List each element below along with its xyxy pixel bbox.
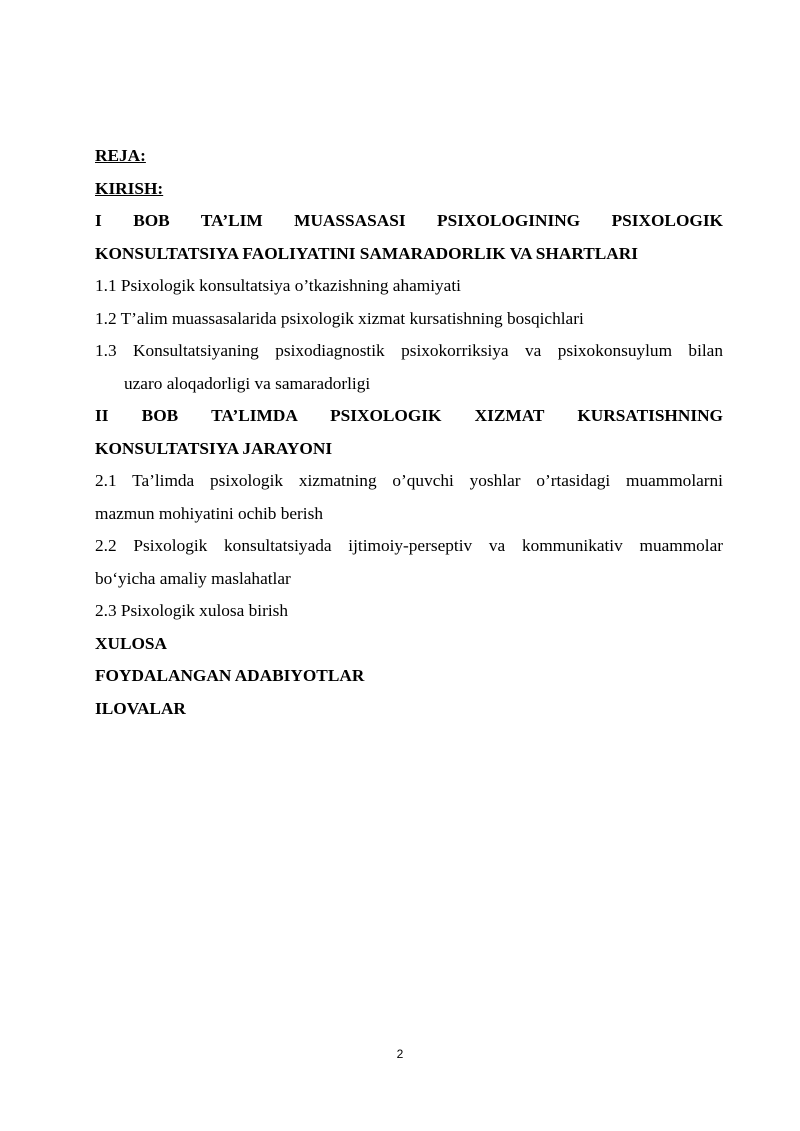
section-1-3-line1: 1.3 Konsultatsiyaning psixodiagnostik psixokorriksiya va psixokonsuylum bilan	[95, 341, 723, 360]
section-1-3-line2: uzaro aloqadorligi va samaradorligi	[124, 373, 371, 393]
xulosa-heading: XULOSA	[95, 633, 168, 653]
kirish-heading: KIRISH:	[95, 178, 164, 198]
table-of-contents	[95, 140, 723, 725]
section-2-2-line2: bo‘yicha amaliy maslahatlar	[95, 568, 291, 588]
section-1-2: 1.2 T’alim muassasalarida psixologik xizmat kursatishning bosqichlari	[95, 308, 584, 328]
page-number: 2	[396, 1047, 404, 1061]
section-2-3: 2.3 Psixologik xulosa birish	[95, 601, 288, 620]
chapter1-title-line1: I BOB TA’LIM MUASSASASI PSIXOLOGINING PSIXOLOGIK	[95, 211, 723, 230]
section-1-1: 1.1 Psixologik konsultatsiya o’tkazishning ahamiyati	[95, 276, 461, 295]
section-2-2-line1: 2.2 Psixologik konsultatsiyada ijtimoiy-perseptiv va kommunikativ muammolar	[95, 536, 723, 555]
chapter2-title-line2: KONSULTATSIYA JARAYONI	[95, 438, 333, 458]
section-2-1-line2: mazmun mohiyatini ochib berish	[95, 503, 323, 523]
adabiyotlar-heading: FOYDALANGAN ADABIYOTLAR	[95, 666, 365, 685]
section-2-1-line1: 2.1 Ta’limda psixologik xizmatning o’quvchi yoshlar o’rtasidagi muammolarni	[95, 471, 723, 490]
chapter1-title-line2: KONSULTATSIYA FAOLIYATINI SAMARADORLIK VA SHARTLARI	[95, 243, 638, 263]
reja-heading: REJA:	[95, 146, 146, 165]
chapter2-title-line1: II BOB TA’LIMDA PSIXOLOGIK XIZMAT KURSATISHNING	[95, 406, 723, 425]
ilovalar-heading: ILOVALAR	[95, 698, 186, 718]
